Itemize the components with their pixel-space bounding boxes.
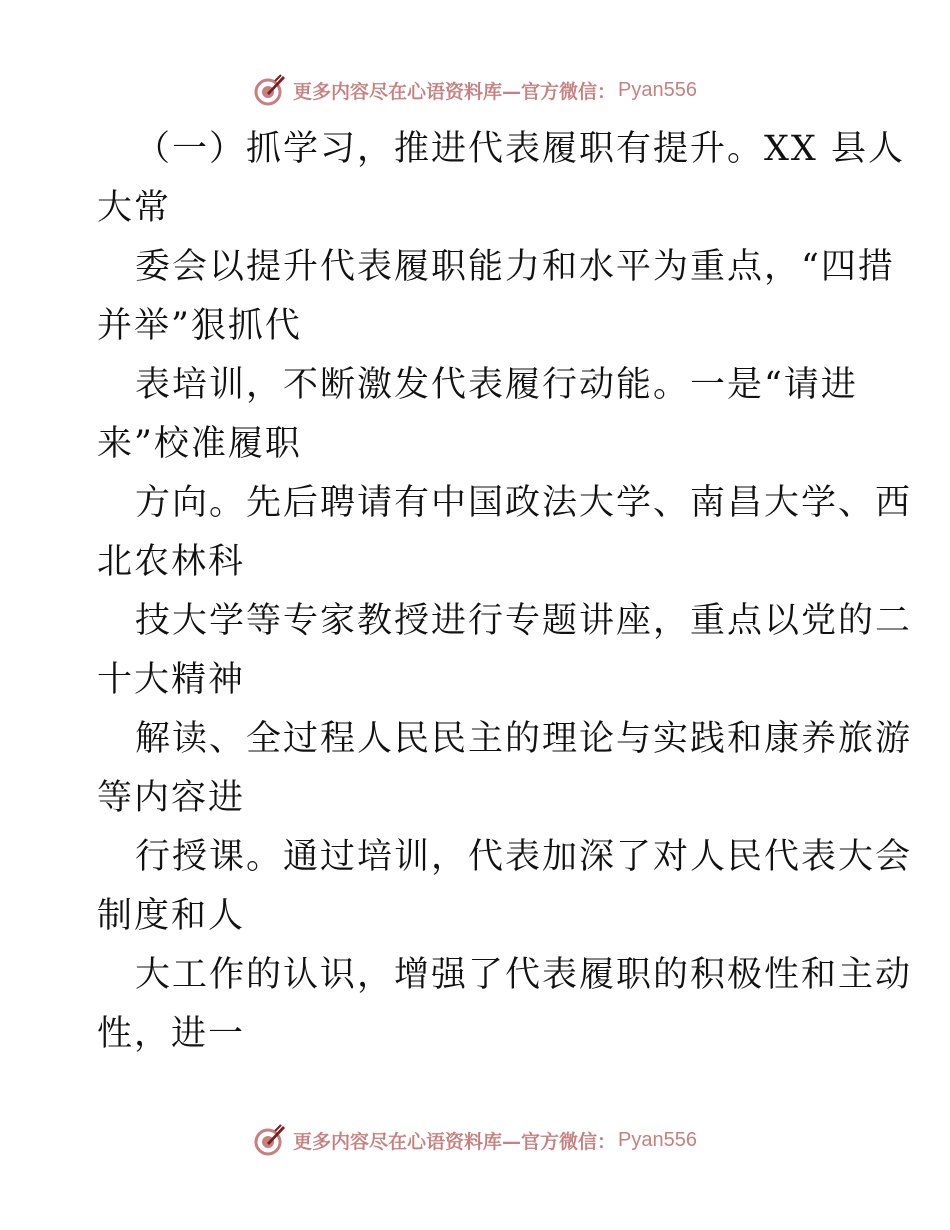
document-body xyxy=(97,120,913,1064)
body-line: 表培训，不断激发代表履行动能。一是“请进 xyxy=(135,365,858,405)
body-line: 大工作的认识，增强了代表履职的积极性和主动 xyxy=(135,955,913,995)
quill-pen-seal-icon xyxy=(253,1123,287,1157)
footer-watermark xyxy=(0,1120,950,1160)
body-line: 行授课。通过培训，代表加深了对人民代表大会 xyxy=(135,837,913,877)
body-line: 方向。先后聘请有中国政法大学、南昌大学、西 xyxy=(135,483,913,523)
body-line: 并举”狠抓代 xyxy=(97,306,302,346)
body-line: 来”校准履职 xyxy=(97,424,302,464)
body-line: 技大学等专家教授进行专题讲座，重点以党的二 xyxy=(135,601,913,641)
header-watermark xyxy=(0,70,950,110)
body-line: 北农林科 xyxy=(97,542,246,582)
body-line: 制度和人 xyxy=(97,896,246,936)
body-line: 大常 xyxy=(97,188,172,228)
watermark-text: 更多内容尽在心语资料库—官方微信： xyxy=(293,1130,617,1153)
body-line: 解读、全过程人民民主的理论与实践和康养旅游 xyxy=(135,719,913,759)
body-line: 性，进一 xyxy=(97,1014,246,1054)
body-line: 十大精神 xyxy=(97,660,246,700)
watermark-text: 更多内容尽在心语资料库—官方微信： xyxy=(293,80,617,103)
body-line: （一）抓学习，推进代表履职有提升。XX 县人 xyxy=(135,129,905,169)
watermark-wechat-id: Pyan556 xyxy=(618,78,697,101)
body-line: 委会以提升代表履职能力和水平为重点，“四措 xyxy=(135,247,895,287)
quill-pen-seal-icon xyxy=(253,73,287,107)
watermark-wechat-id: Pyan556 xyxy=(618,1128,697,1151)
body-line: 等内容进 xyxy=(97,778,246,818)
